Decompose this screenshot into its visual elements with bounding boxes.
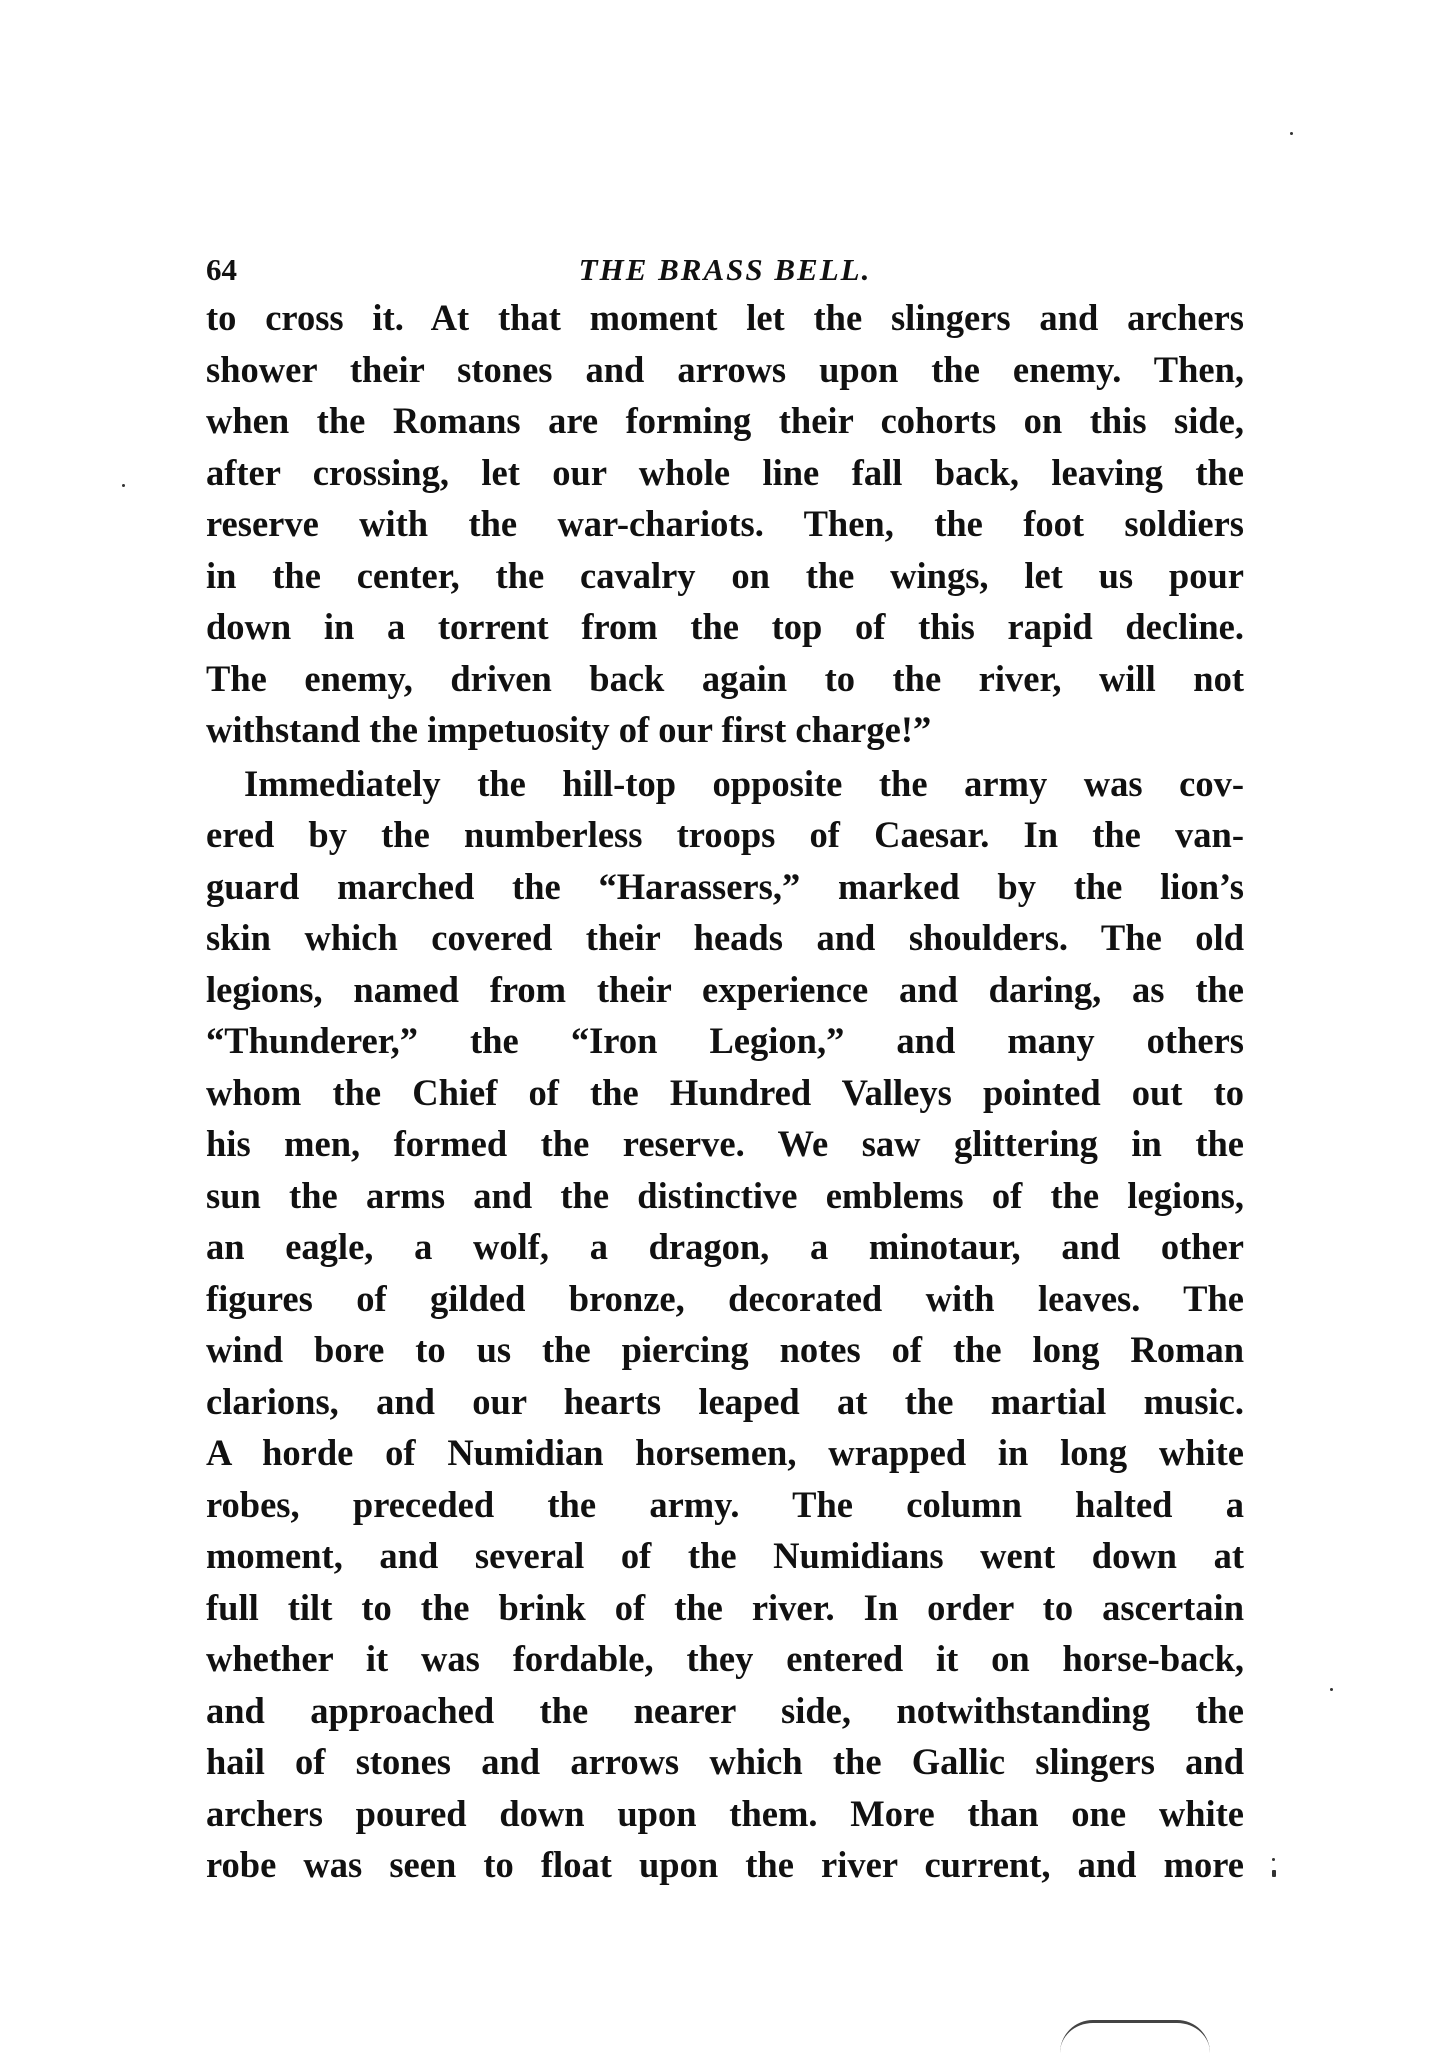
paragraph-1 — [206, 292, 1244, 756]
text-line: guard marched the “Harassers,” marked by the lion’s — [206, 865, 1244, 907]
text-line: when the Romans are forming their cohorts on this side, — [206, 400, 1244, 441]
text-line: ered by the numberless troops of Caesar. In the van- — [206, 814, 1244, 855]
text-line: wind bore to us the piercing notes of the long Roman — [206, 1329, 1244, 1370]
text-line: archers poured down upon them. More than one white — [206, 1792, 1244, 1834]
text-line: Immediately the hill-top opposite the army was cov- — [244, 762, 1244, 804]
text-line: full tilt to the brink of the river. In order to ascertain — [206, 1586, 1244, 1628]
text-line: sun the arms and the distinctive emblems of the legions, — [206, 1174, 1244, 1216]
running-title: THE BRASS BELL. — [578, 252, 872, 287]
text-line: robe was seen to float upon the river current, and more — [206, 1844, 1244, 1885]
body-text — [206, 292, 1244, 1891]
text-line: withstand the impetuosity of our first charge!” — [206, 709, 932, 750]
page-number: 64 — [206, 252, 237, 287]
text-line: and approached the nearer side, notwithstanding the — [206, 1689, 1244, 1731]
text-line: whether it was fordable, they entered it on horse-back, — [206, 1638, 1244, 1679]
text-line: skin which covered their heads and shoulders. The old — [206, 917, 1244, 958]
text-line: reserve with the war-chariots. Then, the foot soldiers — [206, 503, 1244, 544]
text-line: legions, named from their experience and daring, as the — [206, 968, 1244, 1010]
text-line: to cross it. At that moment let the slingers and archers — [206, 297, 1244, 338]
text-line: The enemy, driven back again to the river, will not — [206, 657, 1244, 699]
text-line: “Thunderer,” the “Iron Legion,” and many others — [206, 1020, 1244, 1061]
text-line: shower their stones and arrows upon the enemy. Then, — [206, 348, 1244, 390]
text-line: hail of stones and arrows which the Gallic slingers and — [206, 1741, 1244, 1782]
scan-speck — [1330, 1688, 1333, 1691]
text-line: A horde of Numidian horsemen, wrapped in long white — [206, 1432, 1244, 1473]
paragraph-2 — [206, 758, 1244, 1891]
running-head — [206, 248, 1244, 292]
text-line: figures of gilded bronze, decorated with leaves. The — [206, 1277, 1244, 1319]
scan-speck — [1290, 132, 1293, 135]
scan-speck — [1272, 1870, 1276, 1877]
text-line: down in a torrent from the top of this rapid decline. — [206, 606, 1244, 647]
scan-edge-mark — [1060, 2020, 1210, 2053]
text-line: his men, formed the reserve. We saw glittering in the — [206, 1123, 1244, 1164]
text-line: whom the Chief of the Hundred Valleys pointed out to — [206, 1071, 1244, 1113]
text-line: an eagle, a wolf, a dragon, a minotaur, and other — [206, 1226, 1244, 1267]
text-line: after crossing, let our whole line fall back, leaving the — [206, 451, 1244, 493]
text-line: robes, preceded the army. The column halted a — [206, 1483, 1244, 1525]
text-line: moment, and several of the Numidians went down at — [206, 1535, 1244, 1576]
text-line: in the center, the cavalry on the wings, let us pour — [206, 554, 1244, 596]
text-line: clarions, and our hearts leaped at the martial music. — [206, 1380, 1244, 1422]
scan-speck — [1272, 1858, 1275, 1861]
scan-speck — [122, 484, 125, 487]
